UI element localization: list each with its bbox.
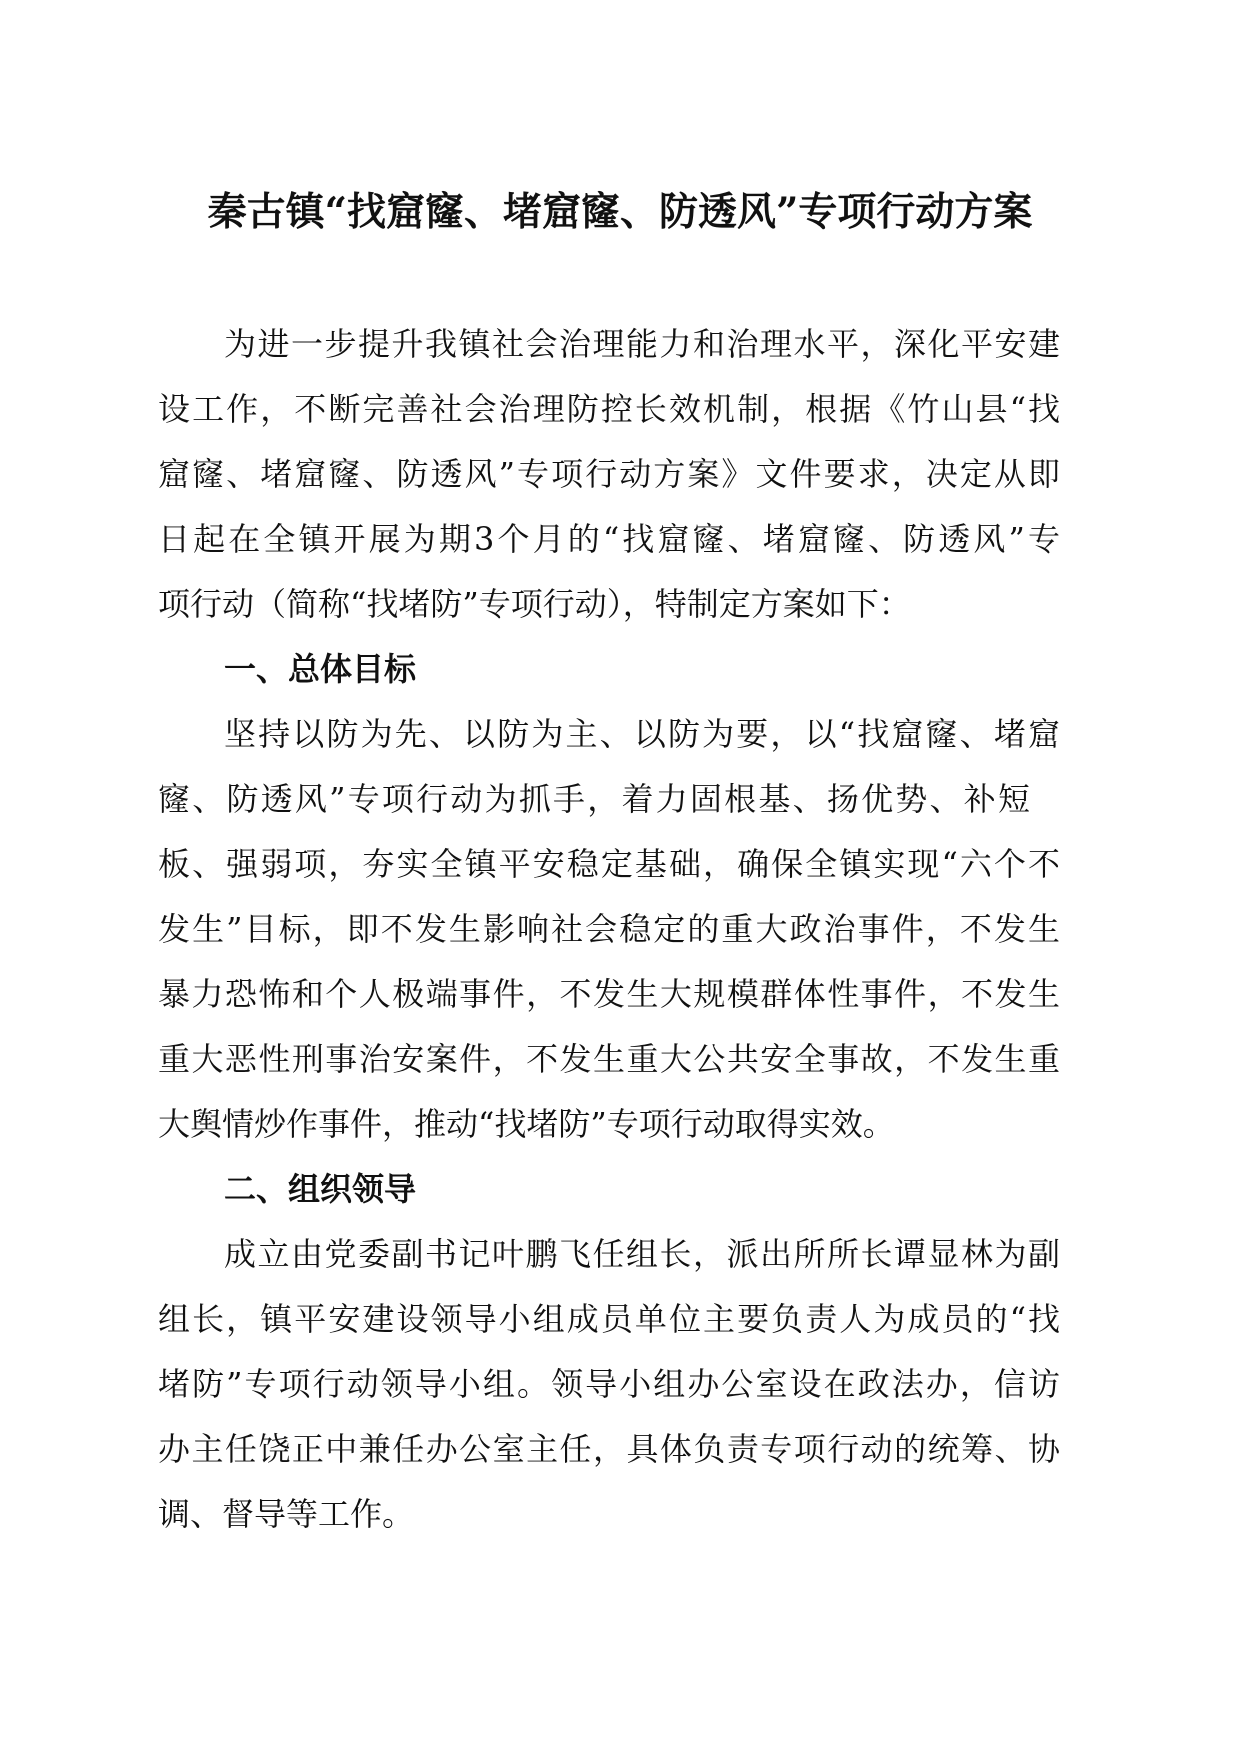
paragraph-line: 堵防”专项行动领导小组。领导小组办公室设在政法办，信访 (158, 1365, 1060, 1403)
paragraph-line: 发生”目标，即不发生影响社会稳定的重大政治事件，不发生 (158, 910, 1060, 948)
paragraph-line: 窿、防透风”专项行动为抓手，着力固根基、扬优势、补短 (158, 780, 1030, 818)
paragraph-line: 为进一步提升我镇社会治理能力和治理水平，深化平安建 (224, 325, 1060, 363)
document-title: 秦古镇“找窟窿、堵窟窿、防透风”专项行动方案 (207, 189, 1033, 235)
paragraph-line: 重大恶性刑事治安案件，不发生重大公共安全事故，不发生重 (158, 1040, 1060, 1078)
section-heading-organization: 二、组织领导 (224, 1170, 417, 1208)
organization-paragraph (158, 1222, 1060, 1547)
paragraph-line: 调、督导等工作。 (158, 1495, 415, 1533)
intro-paragraph (158, 312, 1060, 637)
paragraph-line: 办主任饶正中兼任办公室主任，具体负责专项行动的统筹、协 (158, 1430, 1060, 1468)
paragraph-line: 大舆情炒作事件，推动“找堵防”专项行动取得实效。 (158, 1105, 895, 1143)
paragraph-line: 暴力恐怖和个人极端事件，不发生大规模群体性事件，不发生 (158, 975, 1060, 1013)
paragraph-line: 窟窿、堵窟窿、防透风”专项行动方案》文件要求，决定从即 (158, 455, 1060, 493)
section-heading-overall-goal: 一、总体目标 (224, 650, 417, 688)
paragraph-line: 日起在全镇开展为期3个月的“找窟窿、堵窟窿、防透风”专 (158, 520, 1060, 558)
overall-goal-paragraph (158, 702, 1060, 1157)
document-body (158, 312, 1060, 1547)
paragraph-line: 设工作，不断完善社会治理防控长效机制，根据《竹山县“找 (158, 390, 1060, 428)
paragraph-line: 坚持以防为先、以防为主、以防为要，以“找窟窿、堵窟 (224, 715, 1060, 753)
paragraph-line: 成立由党委副书记叶鹏飞任组长，派出所所长谭显林为副 (224, 1235, 1060, 1273)
paragraph-line: 板、强弱项，夯实全镇平安稳定基础，确保全镇实现“六个不 (158, 845, 1060, 883)
paragraph-line: 项行动（简称“找堵防”专项行动），特制定方案如下： (158, 585, 911, 623)
paragraph-line: 组长，镇平安建设领导小组成员单位主要负责人为成员的“找 (158, 1300, 1060, 1338)
